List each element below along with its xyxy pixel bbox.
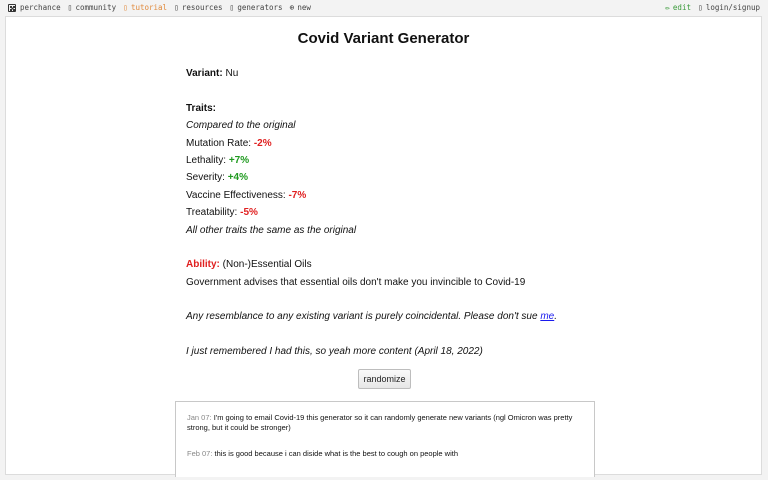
variant-line	[186, 65, 606, 82]
nav-login-signup-label: login/signup	[705, 3, 760, 12]
other-traits-note: All other traits the same as the original	[186, 224, 357, 236]
top-nav-left	[8, 0, 318, 16]
trait-value: -7%	[288, 189, 307, 201]
update-note: I just remembered I had this, so yeah more content (April 18, 2022)	[186, 346, 483, 358]
nav-generators[interactable]	[230, 0, 283, 16]
nav-new-label: new	[297, 3, 311, 12]
comment-date: Feb 07:	[187, 449, 213, 458]
trait-name: Lethality:	[186, 154, 227, 166]
ability-line	[186, 256, 606, 273]
comment-text: this is good because i can diside what is the best to cough on people with	[214, 449, 459, 458]
comment-text: I'm going to email Covid-19 this generator so it can randomly generate new variants (ngl Omicron was pretty strong, but it could be stronger)	[187, 413, 573, 432]
disclaimer-text: Any resemblance to any existing variant is purely coincidental. Please don't sue	[186, 311, 541, 323]
page-title: Covid Variant Generator	[297, 30, 470, 47]
user-icon: ▯	[697, 3, 703, 12]
ability-name: (Non-)Essential Oils	[222, 259, 312, 271]
nav-resources-label: resources	[181, 3, 223, 12]
top-nav-bar	[0, 0, 768, 16]
generators-icon: ▯	[229, 3, 235, 12]
resources-icon: ▯	[174, 3, 179, 12]
comment-item	[187, 449, 582, 459]
nav-edit-label: edit	[672, 3, 691, 12]
trait-name: Mutation Rate:	[186, 137, 252, 149]
pencil-icon: ✏	[665, 3, 670, 12]
plus-circle-icon: ⊕	[289, 3, 295, 12]
ability-description: Government advises that essential oils don't make you invincible to Covid-19	[186, 276, 526, 288]
nav-community-label: community	[75, 3, 117, 12]
nav-perchance[interactable]	[8, 0, 61, 16]
trait-value: -2%	[253, 137, 272, 149]
top-nav-right	[665, 0, 760, 16]
nav-community[interactable]	[68, 0, 116, 16]
generator-output	[186, 65, 606, 361]
randomize-button[interactable]: randomize	[358, 369, 411, 389]
comment-date: Jan 07:	[187, 413, 212, 422]
generator-output-panel	[5, 16, 762, 475]
nav-tutorial[interactable]	[123, 0, 167, 16]
trait-name: Severity:	[186, 172, 225, 184]
nav-perchance-label: perchance	[20, 3, 61, 12]
variant-value: Nu	[225, 68, 239, 79]
trait-row	[186, 152, 606, 169]
nav-tutorial-label: tutorial	[130, 3, 168, 12]
tutorial-icon: ▯	[123, 3, 128, 12]
trait-row	[186, 135, 606, 152]
comment-item	[187, 413, 582, 433]
trait-row	[186, 169, 606, 186]
trait-row	[186, 187, 606, 204]
nav-login-signup[interactable]	[698, 0, 760, 16]
trait-row	[186, 204, 606, 221]
nav-edit[interactable]	[665, 0, 691, 16]
disclaimer-suffix: .	[554, 311, 558, 323]
variant-label: Variant:	[186, 68, 223, 79]
trait-value: +4%	[227, 172, 248, 184]
traits-heading: Traits:	[186, 102, 217, 114]
ability-label: Ability:	[186, 259, 220, 271]
trait-name: Treatability:	[186, 207, 238, 219]
trait-name: Vaccine Effectiveness:	[186, 189, 286, 201]
nav-generators-label: generators	[237, 3, 283, 12]
disclaimer	[186, 308, 606, 325]
community-icon: ▯	[67, 3, 73, 12]
dice-icon	[8, 4, 16, 12]
me-link[interactable]: me	[540, 311, 555, 323]
compared-note: Compared to the original	[186, 120, 296, 132]
trait-value: -5%	[240, 207, 258, 219]
nav-new[interactable]	[290, 0, 311, 16]
nav-resources[interactable]	[174, 0, 222, 16]
trait-value: +7%	[228, 154, 250, 166]
comments-box[interactable]	[175, 401, 595, 477]
